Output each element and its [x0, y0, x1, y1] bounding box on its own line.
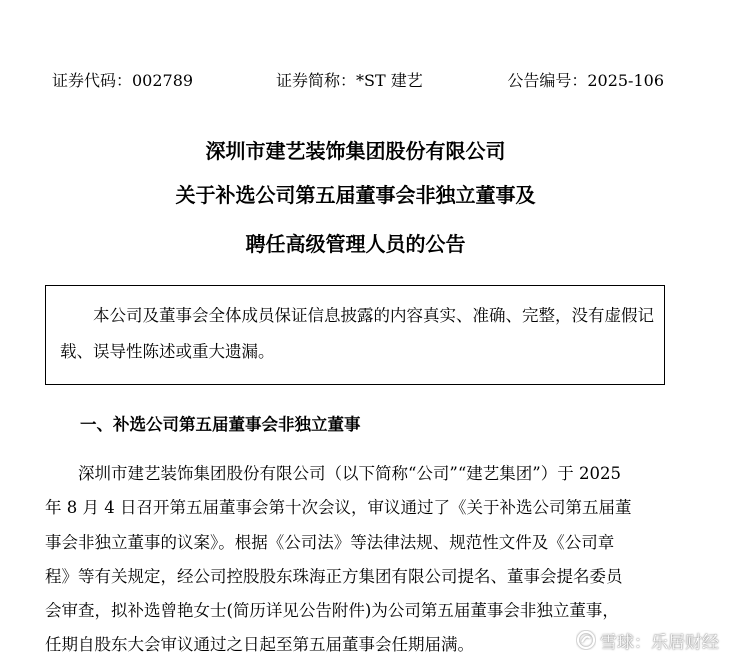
document-header	[52, 68, 664, 92]
watermark-text: 雪球：乐居财经	[600, 632, 719, 653]
security-abbreviation: 证券简称：*ST 建艺	[276, 71, 423, 90]
body-line: 任期自股东大会审议通过之日起至第五届董事会任期届满。	[45, 635, 474, 655]
title-company: 深圳市建艺装饰集团股份有限公司	[205, 139, 506, 163]
body-line: 深圳市建艺装饰集团股份有限公司（以下简称“公司”“建艺集团”）于 2025	[78, 464, 621, 483]
disclaimer-box	[45, 285, 665, 385]
body-line: 年 8 月 4 日召开第五届董事会第十次会议，审议通过了《关于补选公司第五届董	[45, 498, 632, 518]
announcement-number: 公告编号：2025-106	[507, 71, 664, 90]
section-heading: 一、补选公司第五届董事会非独立董事	[80, 415, 361, 434]
title-subject: 关于补选公司第五届董事会非独立董事及	[175, 183, 536, 207]
disclaimer-text: 本公司及董事会全体成员保证信息披露的内容真实、准确、完整，没有虚假记载、误导性陈述或重大遗漏。	[60, 306, 654, 361]
snowball-logo-icon	[576, 630, 596, 650]
body-line: 事会非独立董事的议案》。根据《公司法》等法律法规、规范性文件及《公司章	[45, 532, 615, 552]
body-line: 程》等有关规定，经公司控股股东珠海正方集团有限公司提名、董事会提名委员	[45, 566, 623, 586]
body-line: 会审查，拟补选曾艳女士(简历详见公告附件)为公司第五届董事会非独立董事，	[45, 601, 619, 621]
title-subject-cont: 聘任高级管理人员的公告	[245, 232, 466, 256]
watermark	[576, 628, 719, 652]
security-code: 证券代码：002789	[52, 71, 194, 90]
